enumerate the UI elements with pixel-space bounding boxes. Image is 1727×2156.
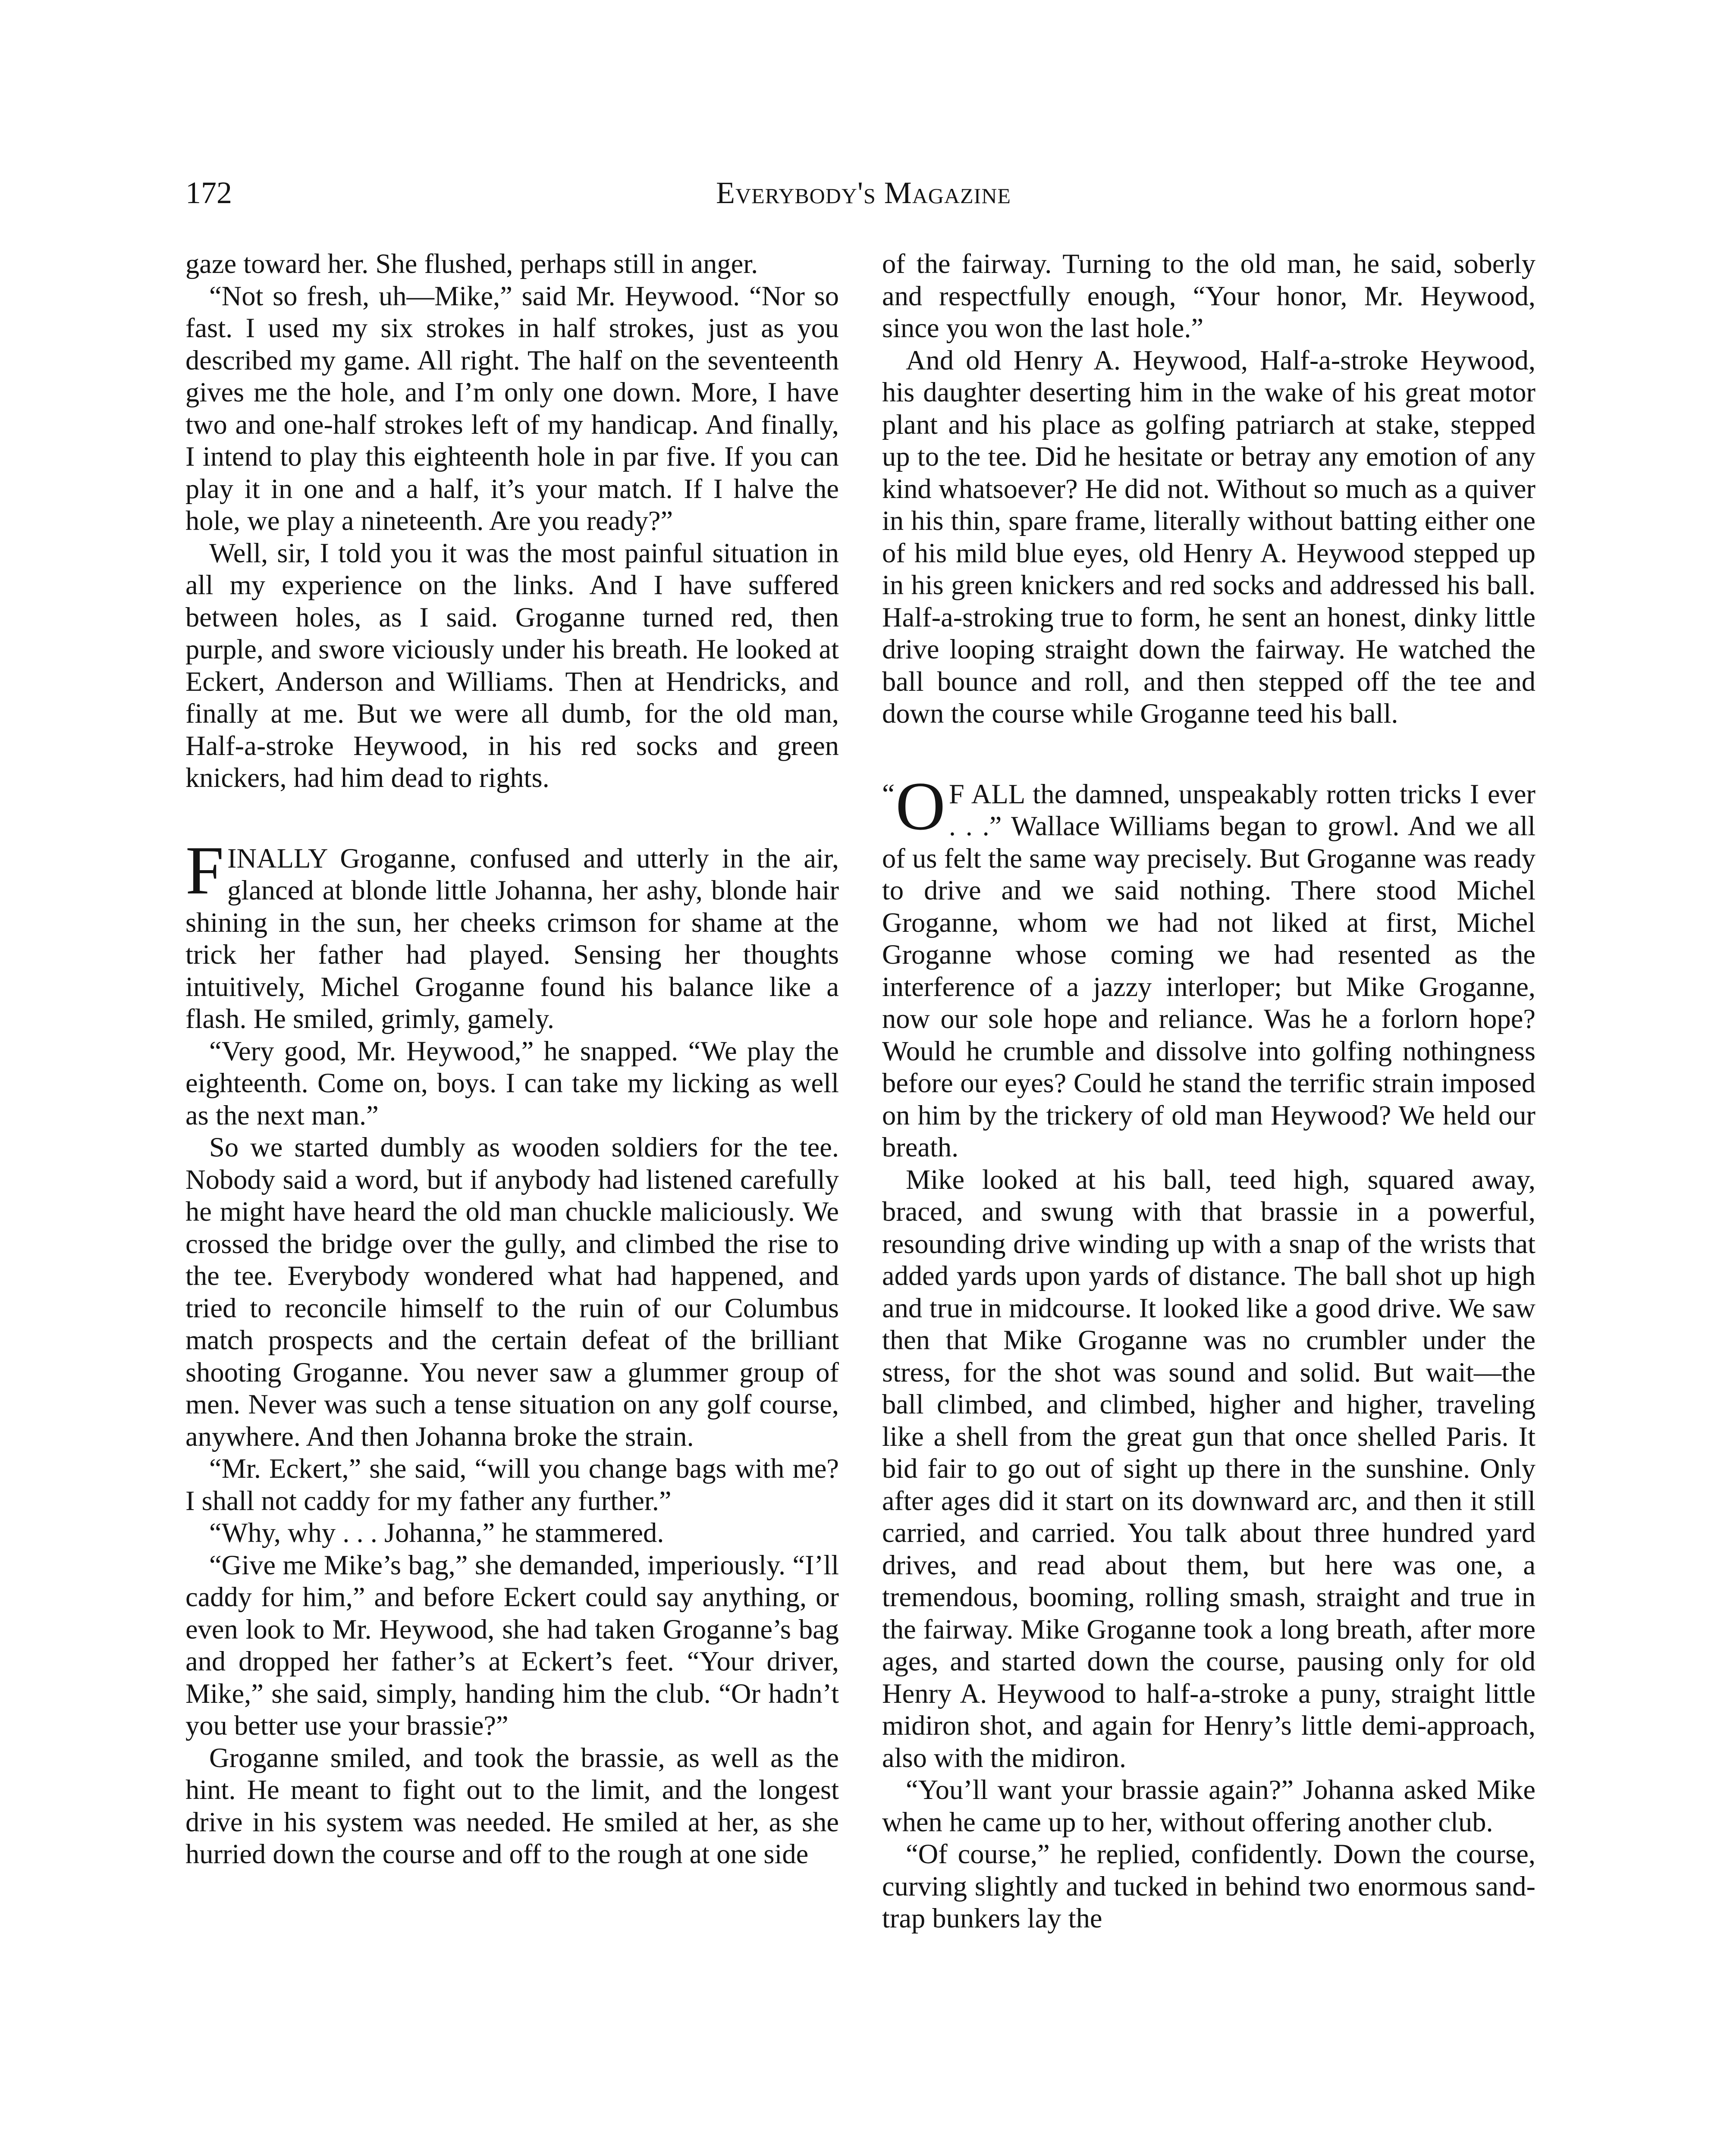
paragraph: gaze toward her. She flushed, perhaps still in anger. [185, 248, 758, 279]
paragraph: “Mr. Eckert,” she said, “will you change bags with me? I shall not caddy for my father any further.” [185, 1453, 839, 1516]
paragraph-text: INALLY Groganne, confused and utterly in the air, glanced at blonde little Johanna, her ashy, blonde hair shining in the sun, her cheeks crimson for shame at the trick her father had played. Sensing her thoughts intuitively, Michel Groganne found his balance like a flash. He smiled, grimly, gamely. [185, 843, 839, 1034]
paragraph: And old Henry A. Heywood, Half-a-stroke Heywood, his daughter deserting him in the wake of his great motor plant and his place as golfing patriarch at stake, stepped up to the tee. Did he hesitate or betray any emotion of any kind whatsoever? He did not. Without so much as a quiver in his thin, spare frame, literally without batting either one of his mild blue eyes, old Henry A. Heywood stepped up in his green knickers and red socks and addressed his ball. Half-a-stroking true to form, he sent an honest, dinky little drive looping straight down the fairway. He watched the ball bounce and roll, and then stepped off the tee and down the course while Groganne teed his ball. [882, 345, 1535, 729]
page-header [185, 169, 1542, 216]
paragraph: Well, sir, I told you it was the most painful situation in all my experience on the links. And I have suffered between holes, as I said. Groganne turned red, then purple, and swore viciously under his breath. He looked at Eckert, Anderson and Williams. Then at Hendricks, and finally at me. But we were all dumb, for the old man, Half-a-stroke Heywood, in his red socks and green knickers, had him dead to rights. [185, 537, 839, 793]
paragraph: “You’ll want your brassie again?” Johanna asked Mike when he came up to her, without offering another club. [882, 1774, 1535, 1837]
paragraph: “Of course,” he replied, confidently. Down the course, curving slightly and tucked in behind two enormous sand-trap bunkers lay the [882, 1839, 1535, 1934]
paragraph: “Very good, Mr. Heywood,” he snapped. “We play the eighteenth. Come on, boys. I can take my licking as well as the next man.” [185, 1035, 839, 1131]
paragraph: of the fairway. Turning to the old man, he said, soberly and respectfully enough, “Your honor, Mr. Heywood, since you won the last hole.” [882, 248, 1535, 343]
running-head: Everybody's Magazine [716, 175, 1011, 210]
page-number: 172 [185, 175, 232, 210]
drop-cap-quote: “ [882, 778, 895, 810]
paragraph: So we started dumbly as wooden soldiers for the tee. Nobody said a word, but if anybody had listened carefully he might have heard the old man chuckle maliciously. We crossed the bridge over the gully, and climbed the rise to the tee. Everybody wondered what had happened, and tried to reconcile himself to the ruin of our Columbus match prospects and the certain defeat of the brilliant shooting Groganne. You never saw a glummer group of men. Never was such a tense situation on any golf course, anywhere. And then Johanna broke the strain. [185, 1132, 839, 1452]
section-paragraph [882, 767, 1535, 1164]
paragraph: “Give me Mike’s bag,” she demanded, imperiously. “I’ll caddy for him,” and before Eckert could say anything, or even look to Mr. Heywood, she had taken Groganne’s bag and dropped her father’s at Eckert’s feet. “Your driver, Mike,” she said, simply, handing him the club. “Or hadn’t you better use your brassie?” [185, 1549, 839, 1741]
paragraph: Mike looked at his ball, teed high, squared away, braced, and swung with that brassie in a powerful, resounding drive winding up with a snap of the wrists that added yards upon yards of distance. The ball shot up high and true in midcourse. It looked like a good drive. We saw then that Mike Groganne was no crumbler under the stress, for the shot was sound and solid. But wait—the ball climbed, and climbed, higher and higher, traveling like a shell from the great gun that once shelled Paris. It bid fair to go out of sight up there in the sunshine. Only after ages did it start on its downward arc, and then it still carried, and carried. You talk about three hundred yard drives, and read about them, but here was one, a tremendous, booming, rolling smash, straight and true in the fairway. Mike Groganne took a long breath, after more ages, and started down the course, pausing only for old Henry A. Heywood to half-a-stroke a puny, straight little midiron shot, and again for Henry’s little demi-approach, also with the midiron. [882, 1164, 1535, 1773]
paragraph-text: F ALL the damned, unspeakably rotten tricks I ever . . .” Wallace Williams began to growl. And we all of us felt the same way precisely. But Groganne was ready to drive and we said nothing. There stood Michel Groganne, whom we had not liked at first, Michel Groganne whose coming we had resented as the interference of a jazzy interloper; but Mike Groganne, now our sole hope and reliance. Was he a forlorn hope? Would he crumble and dissolve into golfing nothingness before our eyes? Could he stand the terrific strain imposed on him by the trickery of old man Heywood? We held our breath. [882, 778, 1535, 1163]
left-column [185, 248, 839, 1871]
section-paragraph [185, 831, 839, 1035]
drop-cap: F [185, 831, 224, 909]
paragraph: “Not so fresh, uh—Mike,” said Mr. Heywood. “Nor so fast. I used my six strokes in half strokes, just as you described my game. All right. The half on the seventeenth gives me the hole, and I’m only one down. More, I have two and one-half strokes left of my handicap. And finally, I intend to play this eighteenth hole in par five. If you can play it in one and a half, it’s your match. If I halve the hole, we play a nineteenth. Are you ready?” [185, 280, 839, 536]
drop-cap: O [895, 767, 945, 844]
paragraph: “Why, why . . . Johanna,” he stammered. [209, 1517, 664, 1548]
paragraph: Groganne smiled, and took the brassie, as well as the hint. He meant to fight out to the limit, and the longest drive in his system was needed. He smiled at her, as she hurried down the course and off to the rough at one side [185, 1742, 839, 1869]
right-column [882, 248, 1535, 1935]
